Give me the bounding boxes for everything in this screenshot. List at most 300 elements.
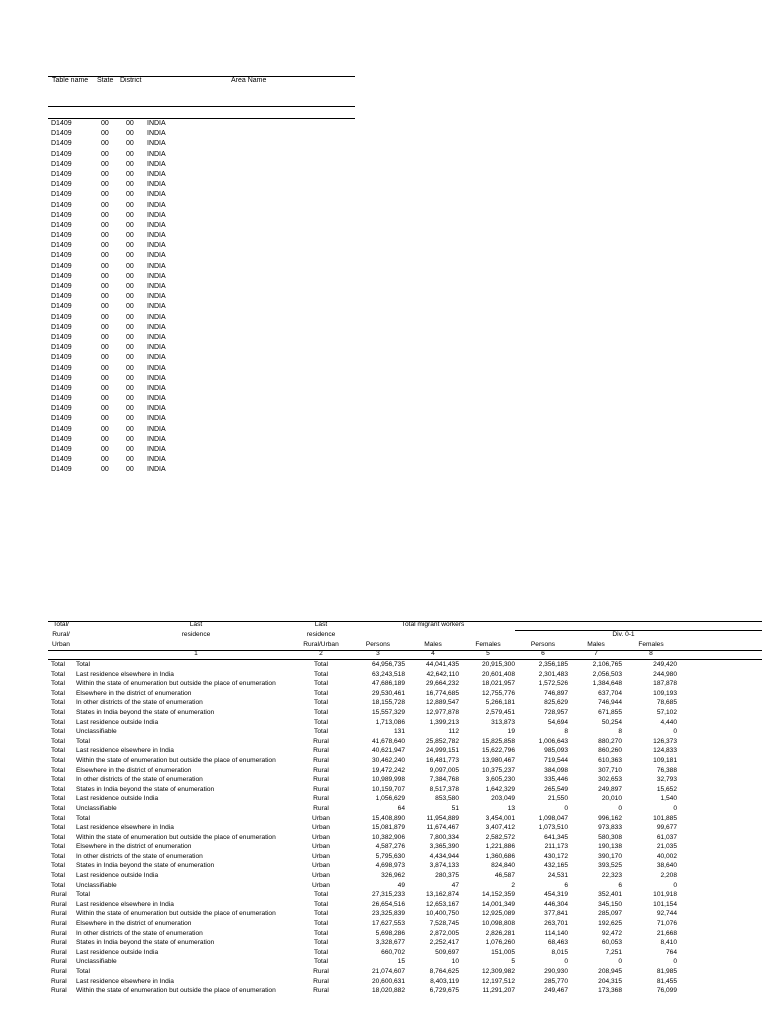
div-persons-cell: 114,140 — [544, 929, 568, 937]
table-row — [48, 689, 762, 699]
persons-cell: 10,989,998 — [371, 776, 405, 784]
females-cell: 313,873 — [491, 718, 515, 726]
header-mid-rule — [48, 106, 355, 107]
males-cell: 8,403,119 — [430, 977, 459, 985]
state-cell: 00 — [101, 374, 109, 382]
lr-ru-header-2: residence — [306, 631, 336, 638]
table-name-cell: D1409 — [51, 242, 72, 250]
tru-cell: Total — [51, 747, 65, 755]
state-cell: 00 — [101, 323, 109, 331]
div-males-cell: 0 — [618, 804, 622, 812]
females-cell: 2,826,281 — [485, 929, 515, 937]
div-persons-cell: 0 — [564, 958, 568, 966]
state-cell: 00 — [101, 181, 109, 189]
div-males-cell: 8 — [618, 728, 622, 736]
males-cell: 509,697 — [435, 948, 459, 956]
last-residence-cell: Total — [76, 737, 90, 745]
persons-cell: 23,325,839 — [371, 910, 405, 918]
div-persons-cell: 1,073,510 — [538, 824, 568, 832]
state-cell: 00 — [101, 272, 109, 280]
last-residence-cell: Last residence outside India — [76, 718, 159, 726]
table-name-cell: D1409 — [51, 405, 72, 413]
div-persons-cell: 54,694 — [547, 718, 568, 726]
list-item — [48, 272, 355, 282]
table-row — [48, 929, 762, 939]
list-item — [48, 221, 355, 231]
div-females-cell: 0 — [673, 958, 677, 966]
last-residence-cell: Last residence elsewhere in India — [76, 824, 174, 832]
persons-cell: 17,627,553 — [371, 920, 405, 928]
lr-ru-cell: Rural — [313, 737, 329, 745]
div-males-cell: 880,270 — [598, 737, 622, 745]
lr-ru-cell: Total — [314, 948, 328, 956]
females-cell: 14,152,359 — [481, 891, 515, 899]
last-residence-cell: Within the state of enumeration but outside the place of enumeration — [76, 910, 276, 918]
table-name-cell: D1409 — [51, 232, 72, 240]
females-header: Females — [475, 641, 501, 648]
last-residence-cell: In other districts of the state of enumeration — [76, 929, 203, 937]
div-persons-cell: 290,930 — [544, 968, 568, 975]
div-persons-cell: 211,173 — [544, 843, 568, 851]
females-cell: 1,221,886 — [485, 843, 515, 851]
tru-cell: Total — [51, 670, 65, 678]
tru-cell: Total — [51, 814, 65, 822]
last-residence-cell: States in India beyond the state of enumeration — [76, 785, 215, 793]
tru-cell: Total — [51, 833, 65, 841]
district-cell: 00 — [126, 384, 134, 392]
district-cell: 00 — [126, 344, 134, 352]
list-item — [48, 211, 355, 221]
list-item — [48, 119, 355, 129]
list-item — [48, 343, 355, 353]
area-name-cell: INDIA — [147, 272, 166, 280]
div-females-cell: 109,193 — [653, 689, 677, 697]
div-persons-cell: 728,957 — [544, 708, 568, 716]
div-persons-cell: 6 — [564, 881, 568, 889]
div-persons-cell: 21,550 — [547, 795, 568, 803]
lr-ru-cell: Total — [314, 718, 328, 726]
state-cell: 00 — [101, 293, 109, 301]
div-males-cell: 671,855 — [598, 708, 622, 716]
persons-cell: 5,795,630 — [375, 852, 405, 860]
div-persons-cell: 1,006,643 — [538, 737, 568, 745]
persons-cell: 15,081,879 — [371, 824, 405, 832]
area-name-cell: INDIA — [147, 181, 166, 189]
district-cell: 00 — [126, 446, 134, 453]
table-name-cell: D1409 — [51, 415, 72, 423]
col-num-7: 7 — [594, 650, 598, 657]
div-persons-cell: 446,304 — [544, 900, 568, 908]
persons-cell: 326,962 — [381, 872, 405, 880]
females-cell: 13,980,467 — [481, 756, 515, 764]
state-cell: 00 — [101, 191, 109, 199]
persons-header: Persons — [365, 641, 391, 648]
area-name-cell: INDIA — [147, 313, 166, 321]
state-cell: 00 — [101, 313, 109, 321]
persons-cell: 21,074,607 — [371, 968, 405, 975]
district-cell: 00 — [126, 170, 134, 178]
table-name-cell: D1409 — [51, 283, 72, 290]
females-cell: 203,049 — [491, 795, 515, 803]
table-row — [48, 909, 762, 919]
list-item — [48, 302, 355, 312]
state-cell: 00 — [101, 221, 109, 229]
persons-cell: 64,956,735 — [371, 661, 405, 668]
tru-cell: Total — [51, 737, 65, 745]
table-row — [48, 679, 762, 689]
div-persons-cell: 825,629 — [544, 699, 568, 707]
tru-cell: Total — [51, 862, 65, 870]
males-cell: 2,252,417 — [429, 939, 459, 947]
div-females-cell: 764 — [665, 948, 677, 956]
last-residence-cell: Last residence elsewhere in India — [76, 977, 174, 985]
div-males-cell: 2,056,503 — [592, 670, 622, 678]
area-name-cell: INDIA — [147, 374, 166, 382]
list-item — [48, 404, 355, 414]
lr-ru-cell: Total — [314, 689, 328, 697]
div-females-cell: 187,878 — [653, 680, 677, 688]
females-cell: 46,587 — [494, 872, 515, 880]
list-item — [48, 231, 355, 241]
table-name-cell: D1409 — [51, 221, 72, 229]
div-persons-cell: 1,572,526 — [538, 680, 568, 688]
div-females-cell: 124,833 — [653, 747, 677, 755]
lr-ru-cell: Urban — [312, 862, 330, 870]
div-persons-cell: 24,531 — [547, 872, 568, 880]
area-name-cell: INDIA — [147, 283, 166, 290]
table-name-cell: D1409 — [51, 446, 72, 453]
div-males-cell: 345,150 — [598, 900, 622, 908]
div-females-cell: 81,455 — [656, 977, 677, 985]
table-row — [48, 727, 762, 737]
list-item — [48, 414, 355, 424]
tru-cell: Rural — [51, 958, 67, 966]
table-name-cell: D1409 — [51, 435, 72, 443]
tru-cell: Rural — [51, 929, 67, 937]
div-males-cell: 307,710 — [598, 766, 622, 774]
area-name-cell: INDIA — [147, 242, 166, 250]
state-cell: 00 — [101, 344, 109, 352]
persons-cell: 15,557,329 — [371, 708, 405, 716]
state-cell: 00 — [101, 160, 109, 168]
div-persons-cell: 335,446 — [544, 776, 568, 784]
div-females-header: Females — [638, 641, 664, 648]
table-name-cell: D1409 — [51, 252, 72, 260]
lr-ru-cell: Total — [314, 680, 328, 688]
females-cell: 10,375,237 — [481, 766, 515, 774]
state-cell: 00 — [101, 283, 109, 290]
state-cell: 00 — [101, 170, 109, 178]
table-row — [48, 948, 762, 958]
div-females-cell: 2,208 — [660, 872, 677, 880]
div-males-cell: 390,170 — [598, 852, 622, 860]
div-males-cell: 60,053 — [601, 939, 622, 947]
lr-ru-cell: Total — [314, 699, 328, 707]
tru-cell: Total — [51, 872, 65, 880]
males-cell: 853,580 — [435, 795, 459, 803]
district-cell: 00 — [126, 293, 134, 301]
div-persons-cell: 719,544 — [544, 756, 568, 764]
list-item — [48, 282, 355, 292]
list-item — [48, 364, 355, 374]
females-cell: 14,001,349 — [481, 900, 515, 908]
lr-ru-cell: Rural — [313, 804, 329, 812]
state-cell: 00 — [101, 446, 109, 453]
div-males-cell: 610,363 — [598, 756, 622, 764]
table-row — [48, 890, 762, 900]
state-cell: 00 — [101, 354, 109, 362]
females-cell: 11,291,207 — [482, 987, 515, 995]
table-name-cell: D1409 — [51, 364, 72, 372]
table-name-cell: D1409 — [51, 303, 72, 311]
males-cell: 4,434,944 — [429, 852, 459, 860]
females-cell: 5 — [511, 958, 515, 966]
div-females-cell: 249,420 — [653, 661, 677, 668]
district-cell: 00 — [126, 456, 134, 464]
persons-cell: 5,698,286 — [375, 929, 405, 937]
list-item — [48, 180, 355, 190]
males-cell: 12,653,167 — [425, 900, 459, 908]
div-persons-cell: 263,701 — [544, 920, 568, 928]
last-residence-header-1: Last — [189, 621, 203, 628]
last-residence-cell: Elsewhere in the district of enumeration — [76, 689, 192, 697]
lr-ru-cell: Rural — [313, 747, 329, 755]
persons-cell: 19,472,242 — [371, 766, 405, 774]
persons-cell: 47,686,189 — [371, 680, 405, 688]
area-name-cell: INDIA — [147, 435, 166, 443]
table-name-cell: D1409 — [51, 344, 72, 352]
div-females-cell: 244,980 — [653, 670, 677, 678]
table-row — [48, 957, 762, 967]
tru-cell: Total — [51, 718, 65, 726]
persons-cell: 40,621,947 — [371, 747, 405, 755]
div-persons-cell: 641,345 — [544, 833, 568, 841]
table-row — [48, 861, 762, 871]
table-row — [48, 814, 762, 824]
area-name-header: Area Name — [231, 77, 267, 84]
lr-ru-header-1: Last — [314, 621, 328, 628]
males-cell: 3,365,390 — [429, 843, 459, 851]
tru-header-3: Urban — [52, 641, 70, 648]
males-cell: 16,481,773 — [425, 756, 459, 764]
females-cell: 10,098,808 — [481, 920, 515, 928]
tru-cell: Total — [51, 766, 65, 774]
div-persons-cell: 432,165 — [544, 862, 568, 870]
last-residence-cell: Last residence outside India — [76, 948, 159, 956]
div-males-cell: 973,833 — [598, 824, 622, 832]
table-name-cell: D1409 — [51, 395, 72, 403]
area-name-cell: INDIA — [147, 120, 166, 127]
table-name-cell: D1409 — [51, 466, 72, 474]
div-females-cell: 57,102 — [656, 708, 677, 716]
district-cell: 00 — [126, 160, 134, 168]
state-cell: 00 — [101, 395, 109, 403]
males-cell: 11,954,889 — [426, 814, 459, 822]
district-cell: 00 — [126, 374, 134, 382]
div-females-cell: 15,652 — [656, 785, 677, 793]
table-row — [48, 833, 762, 843]
area-name-cell: INDIA — [147, 262, 166, 270]
district-cell: 00 — [126, 211, 134, 219]
table-body — [48, 660, 762, 996]
col-num-5: 5 — [486, 650, 490, 657]
state-cell: 00 — [101, 466, 109, 474]
females-cell: 1,642,329 — [485, 785, 515, 793]
state-cell: 00 — [101, 333, 109, 341]
table-name-cell: D1409 — [51, 120, 72, 127]
district-cell: 00 — [126, 395, 134, 403]
div-females-cell: 71,076 — [656, 920, 677, 928]
div-persons-cell: 8 — [564, 728, 568, 736]
lr-ru-cell: Total — [314, 728, 328, 736]
lr-ru-cell: Rural — [313, 977, 329, 985]
district-cell: 00 — [126, 130, 134, 138]
table-name-cell: D1409 — [51, 354, 72, 362]
area-name-cell: INDIA — [147, 425, 166, 433]
div-males-cell: 393,525 — [598, 862, 622, 870]
last-residence-cell: Total — [76, 968, 90, 975]
table-name-cell: D1409 — [51, 150, 72, 158]
persons-cell: 20,600,631 — [371, 977, 405, 985]
females-cell: 2,582,572 — [485, 833, 515, 841]
table-name-cell: D1409 — [51, 181, 72, 189]
list-item — [48, 292, 355, 302]
area-name-cell: INDIA — [147, 446, 166, 453]
div-females-cell: 99,677 — [656, 824, 677, 832]
females-cell: 824,840 — [491, 862, 515, 870]
state-cell: 00 — [101, 456, 109, 464]
div-males-cell: 352,401 — [598, 891, 622, 899]
state-cell: 00 — [101, 211, 109, 219]
males-cell: 7,384,768 — [429, 776, 459, 784]
district-cell: 00 — [126, 272, 134, 280]
table-name-cell: D1409 — [51, 293, 72, 301]
tru-cell: Total — [51, 776, 65, 784]
tru-header-1: Total/ — [53, 621, 69, 628]
last-residence-cell: Within the state of enumeration but outside the place of enumeration — [76, 680, 276, 688]
div-females-cell: 101,885 — [653, 814, 677, 822]
state-cell: 00 — [101, 262, 109, 270]
table-row — [48, 756, 762, 766]
tru-cell: Total — [51, 824, 65, 832]
females-cell: 1,360,686 — [485, 852, 515, 860]
females-cell: 18,021,957 — [481, 680, 515, 688]
table-row — [48, 785, 762, 795]
females-cell: 5,266,181 — [485, 699, 515, 707]
females-cell: 3,454,001 — [485, 814, 515, 822]
div-females-cell: 0 — [673, 804, 677, 812]
col-num-6: 6 — [541, 650, 545, 657]
area-name-cell: INDIA — [147, 303, 166, 311]
list-item — [48, 323, 355, 333]
div-header: Div. 0-1 — [612, 631, 635, 638]
div-persons-cell: 8,015 — [551, 948, 568, 956]
persons-cell: 49 — [397, 881, 405, 889]
area-name-cell: INDIA — [147, 201, 166, 209]
state-cell: 00 — [101, 364, 109, 372]
div-persons-cell: 68,463 — [547, 939, 568, 947]
district-cell: 00 — [126, 466, 134, 474]
div-persons-cell: 985,093 — [544, 747, 568, 755]
div-females-cell: 21,035 — [656, 843, 677, 851]
table-row — [48, 852, 762, 862]
lr-ru-cell: Total — [314, 670, 328, 678]
lr-ru-cell: Rural — [313, 776, 329, 784]
females-cell: 3,605,230 — [485, 776, 515, 784]
div-males-cell: 249,897 — [598, 785, 622, 793]
list-item — [48, 384, 355, 394]
table-row — [48, 986, 762, 996]
persons-cell: 3,328,677 — [375, 939, 405, 947]
persons-cell: 29,530,461 — [371, 689, 405, 697]
state-header: State — [97, 77, 114, 84]
lr-ru-cell: Urban — [312, 852, 330, 860]
last-residence-cell: Elsewhere in the district of enumeration — [76, 766, 192, 774]
list-item — [48, 150, 355, 160]
lr-ru-cell: Urban — [312, 843, 330, 851]
males-cell: 12,977,878 — [425, 708, 459, 716]
tru-cell: Rural — [51, 891, 67, 899]
area-name-cell: INDIA — [147, 211, 166, 219]
div-males-cell: 50,254 — [601, 718, 622, 726]
table-name-cell: D1409 — [51, 333, 72, 341]
table-row — [48, 746, 762, 756]
males-cell: 7,528,745 — [429, 920, 459, 928]
last-residence-cell: Unclassifiable — [76, 958, 117, 966]
males-cell: 112 — [448, 728, 459, 736]
last-residence-cell: Elsewhere in the district of enumeration — [76, 843, 192, 851]
div-persons-cell: 1,098,047 — [538, 814, 568, 822]
area-name-cell: INDIA — [147, 150, 166, 158]
table-name-cell: D1409 — [51, 272, 72, 280]
div-males-cell: 746,944 — [598, 699, 622, 707]
lr-ru-header-3: Rural/Urban — [303, 641, 339, 648]
div-persons-cell: 2,301,483 — [538, 670, 568, 678]
table-name-cell: D1409 — [51, 374, 72, 382]
area-name-cell: INDIA — [147, 333, 166, 341]
div-persons-cell: 377,841 — [544, 910, 568, 918]
area-name-cell: INDIA — [147, 232, 166, 240]
males-cell: 8,517,378 — [429, 785, 459, 793]
females-cell: 12,755,776 — [481, 689, 515, 697]
div-persons-cell: 265,549 — [544, 785, 568, 793]
females-cell: 20,601,408 — [481, 670, 515, 678]
area-id-list — [48, 119, 355, 476]
div-females-cell: 76,099 — [656, 987, 677, 995]
area-name-cell: INDIA — [147, 140, 166, 148]
div-females-cell: 109,181 — [653, 756, 677, 764]
district-cell: 00 — [126, 181, 134, 189]
table-row — [48, 842, 762, 852]
div-males-cell: 996,162 — [598, 814, 622, 822]
div-males-cell: 204,315 — [598, 977, 622, 985]
table-name-cell: D1409 — [51, 160, 72, 168]
lr-ru-cell: Rural — [313, 756, 329, 764]
district-header: District — [120, 77, 142, 84]
persons-cell: 1,713,086 — [375, 718, 405, 726]
females-cell: 151,005 — [491, 948, 515, 956]
tru-cell: Total — [51, 689, 65, 697]
state-cell: 00 — [101, 405, 109, 413]
area-name-cell: INDIA — [147, 466, 166, 474]
lr-ru-cell: Rural — [313, 968, 329, 975]
district-cell: 00 — [126, 191, 134, 199]
last-residence-cell: In other districts of the state of enumeration — [76, 699, 203, 707]
div-males-cell: 860,260 — [598, 747, 622, 755]
area-name-cell: INDIA — [147, 170, 166, 178]
males-cell: 13,162,874 — [425, 891, 459, 899]
district-cell: 00 — [126, 354, 134, 362]
